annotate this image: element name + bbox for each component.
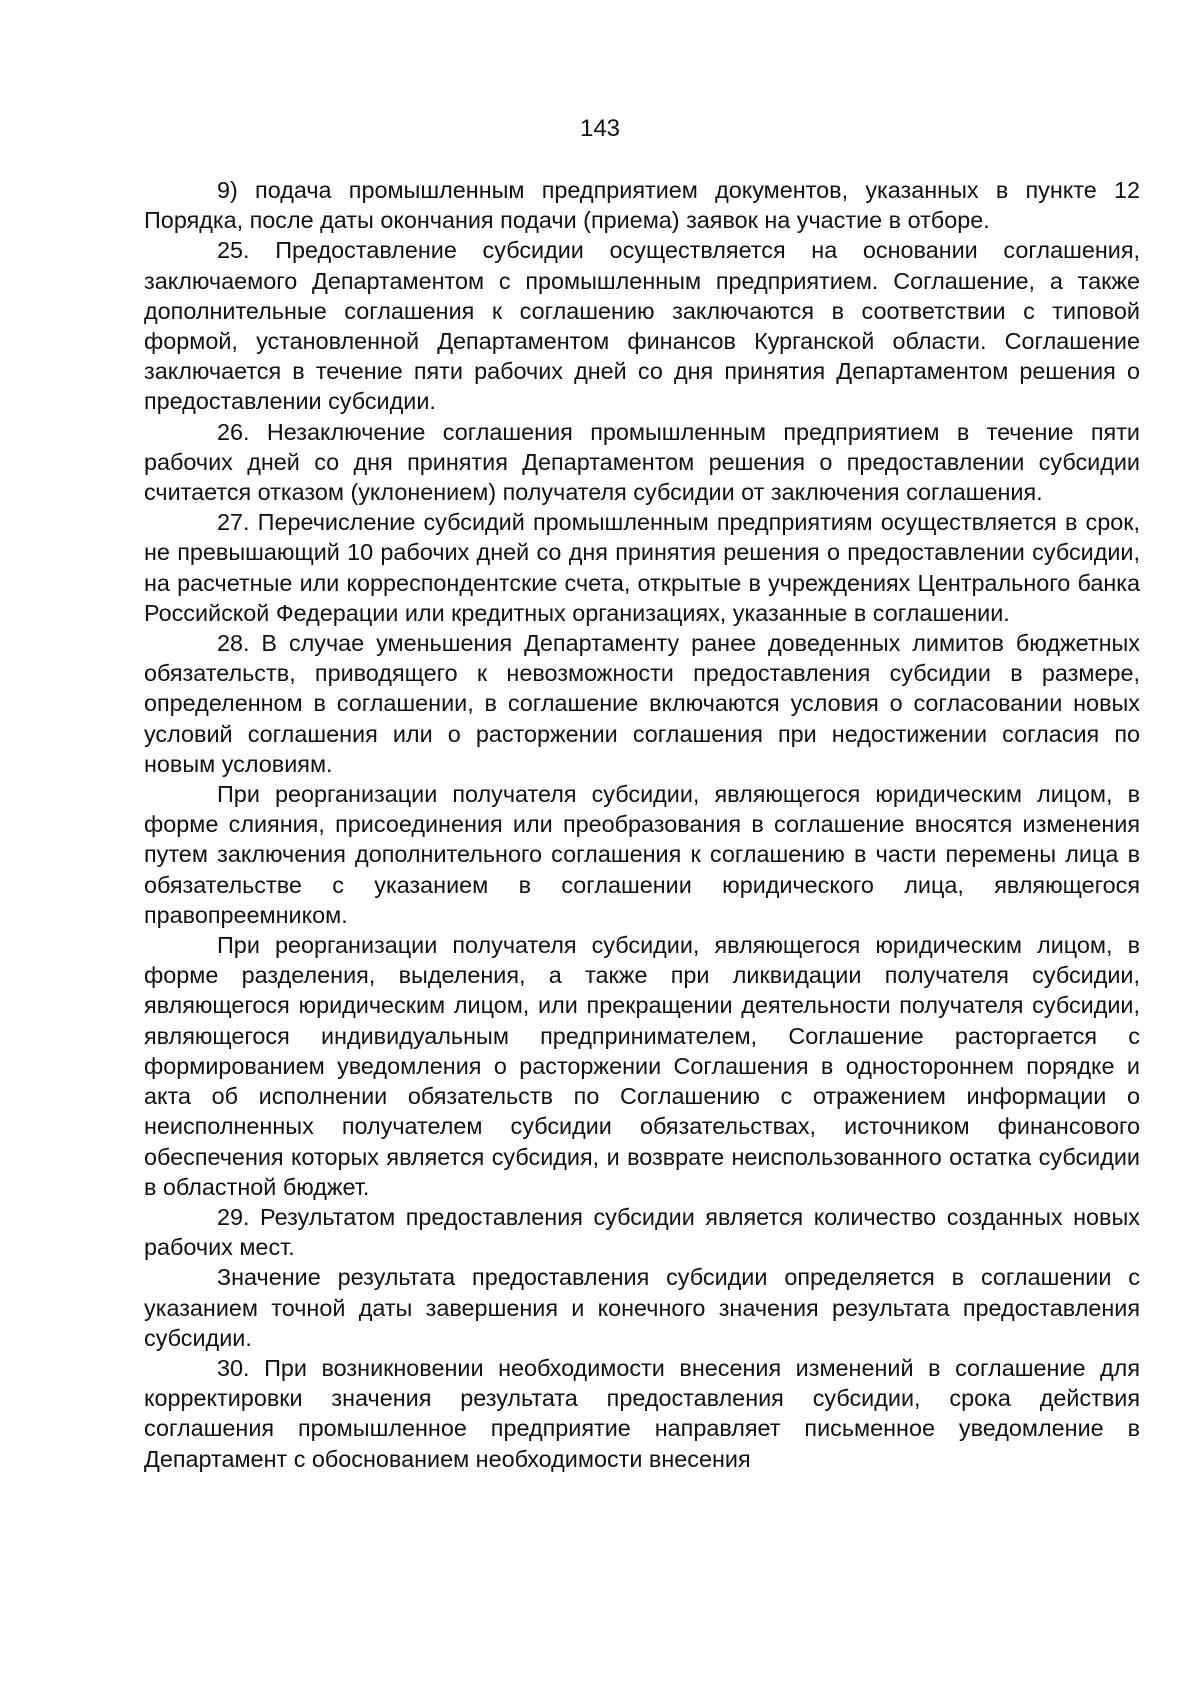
document-body	[144, 175, 1140, 1474]
paragraph-25: 25. Предоставление субсидии осуществляется на основании соглашения, заключаемого Департаментом с промышленным предприятием. Соглашение, а также дополнительные соглашения к соглашению заключаются в соответствии с типовой формой, установленной Департаментом финансов Курганской области. Соглашение заключается в течение пяти рабочих дней со дня принятия Департаментом решения о предоставлении субсидии.	[144, 237, 1140, 415]
paragraph-29: 29. Результатом предоставления субсидии является количество созданных новых рабочих мест.	[144, 1203, 1140, 1261]
paragraph-28-reorganization-division: При реорганизации получателя субсидии, являющегося юридическим лицом, в форме разделения, выделения, а также при ликвидации получателя субсидии, являющегося юридическим лицом, или прекращении деятельности получателя субсидии, являющегося индивидуальным предпринимателем, Соглашение расторгается с формированием уведомления о расторжении Соглашения в одностороннем порядке и акта об исполнении обязательств по Соглашению с отражением информации о неисполненных получателем субсидии обязательствах, источником финансового обеспечения которых является субсидия, и возврате неиспользованного остатка субсидии в областной бюджет.	[144, 932, 1140, 1200]
paragraph-28-reorganization-merger: При реорганизации получателя субсидии, являющегося юридическим лицом, в форме слияния, присоединения или преобразования в соглашение вносятся изменения путем заключения дополнительного соглашения к соглашению в части перемены лица в обязательстве с указанием в соглашении юридического лица, являющегося правопреемником.	[144, 781, 1140, 928]
paragraph-29-result-value: Значение результата предоставления субсидии определяется в соглашении с указанием точной даты завершения и конечного значения результата предоставления субсидии.	[144, 1264, 1140, 1351]
paragraph-item-9: 9) подача промышленным предприятием документов, указанных в пункте 12 Порядка, после даты окончания подачи (приема) заявок на участие в отборе.	[144, 177, 1140, 234]
paragraph-27: 27. Перечисление субсидий промышленным предприятиям осуществляется в срок, не превышающий 10 рабочих дней со дня принятия решения о предоставлении субсидии, на расчетные или корреспондентские счета, открытые в учреждениях Центрального банка Российской Федерации или кредитных организациях, указанные в соглашении.	[144, 509, 1140, 626]
page-number: 143	[579, 115, 621, 142]
paragraph-30: 30. При возникновении необходимости внесения изменений в соглашение для корректировки значения результата предоставления субсидии, срока действия соглашения промышленное предприятие направляет письменное уведомление в Департамент с обоснованием необходимости внесения	[144, 1354, 1140, 1472]
paragraph-28: 28. В случае уменьшения Департаменту ранее доведенных лимитов бюджетных обязательств, приводящего к невозможности предоставления субсидии в размере, определенном в соглашении, в соглашение включаются условия о согласовании новых условий соглашения или о расторжении соглашения при недостижении согласия по новым условиям.	[144, 630, 1140, 777]
paragraph-26: 26. Незаключение соглашения промышленным предприятием в течение пяти рабочих дней со дня принятия Департаментом решения о предоставлении субсидии считается отказом (уклонением) получателя субсидии от заключения соглашения.	[144, 418, 1140, 506]
